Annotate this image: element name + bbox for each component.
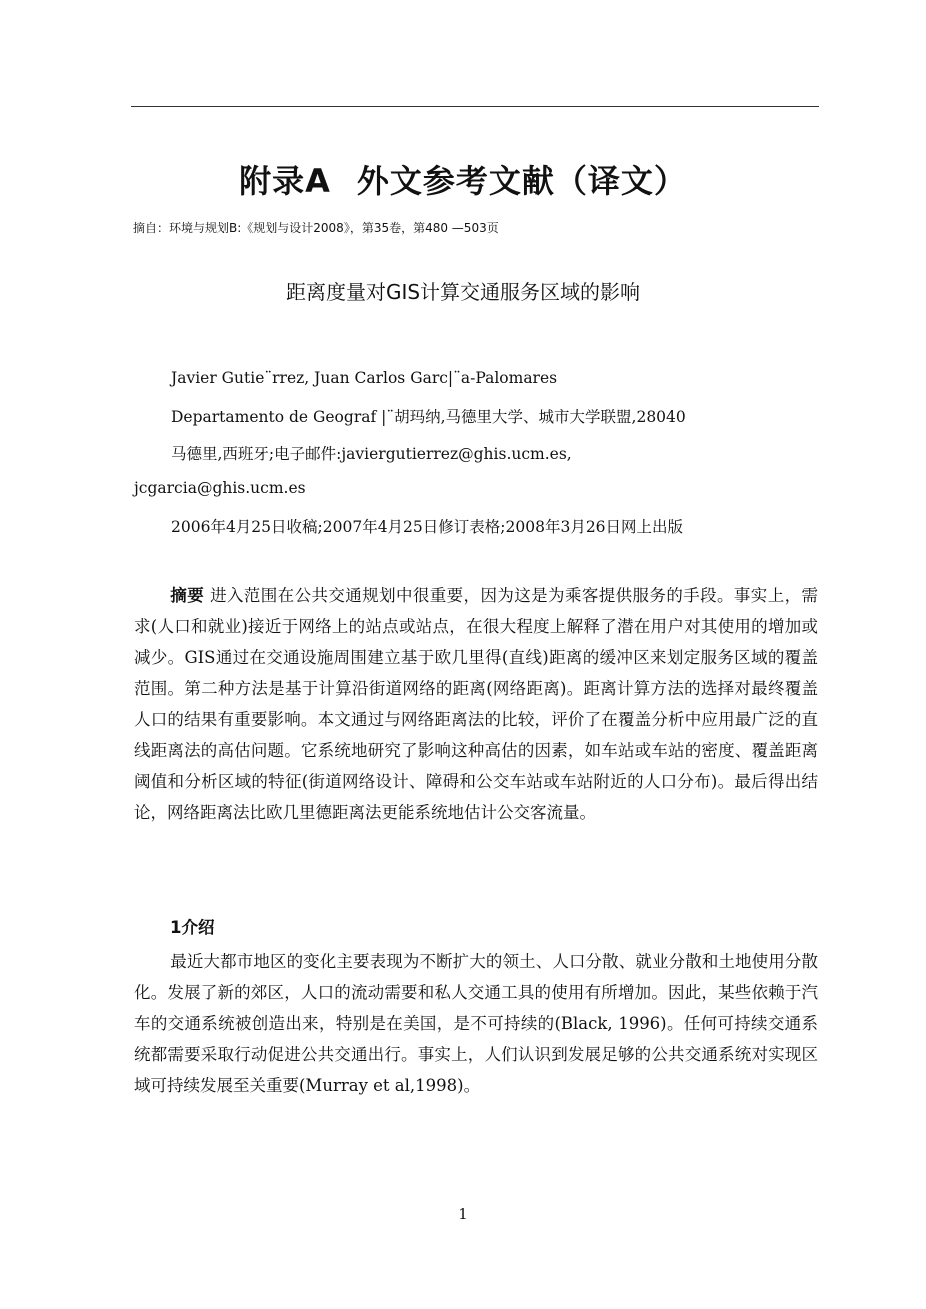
appendix-title-text: 外文参考文献（译文） xyxy=(356,162,687,200)
source-citation: 摘自：环境与规划B:《规划与设计2008》，第35卷，第480 —503页 xyxy=(133,221,499,235)
affiliation-line-3: jcgarcia@ghis.ucm.es xyxy=(134,479,306,497)
appendix-title xyxy=(0,156,926,202)
abstract-label: 摘要 xyxy=(170,586,205,605)
article-title: 距离度量对GIS计算交通服务区域的影响 xyxy=(285,280,641,304)
affiliation-line-1: Departamento de Geograf |¨胡玛纳,马德里大学、城市大学联盟,28040 xyxy=(171,408,686,426)
authors: Javier Gutie¨rrez, Juan Carlos Garc|¨a-Palomares xyxy=(171,369,558,387)
section-heading: 1介绍 xyxy=(170,918,215,937)
intro-paragraph: 最近大都市地区的变化主要表现为不断扩大的领土、人口分散、就业分散和土地使用分散化。发展了新的郊区，人口的流动需要和私人交通工具的使用有所增加。因此，某些依赖于汽车的交通系统被创造出来，特别是在美国，是不可持续的(Black, 1996)。任何可持续交通系统都需要采取行动促进公共交通出行。事实上，人们认识到发展足够的公共交通系统对实现区域可持续发展至关重要(Murray et al,1998)。 xyxy=(134,952,818,1095)
affiliation-line-2: 马德里,西班牙;电子邮件:javiergutierrez@ghis.ucm.es, xyxy=(171,445,572,463)
abstract-text: 进入范围在公共交通规划中很重要，因为这是为乘客提供服务的手段。事实上，需求(人口和就业)接近于网络上的站点或站点，在很大程度上解释了潜在用户对其使用的增加或减少。GIS通过在交通设施周围建立基于欧几里得(直线)距离的缓冲区来划定服务区域的覆盖范围。第二种方法是基于计算沿街道网络的距离(网络距离)。距离计算方法的选择对最终覆盖人口的结果有重要影响。本文通过与网络距离法的比较，评价了在覆盖分析中应用最广泛的直线距离法的高估问题。它系统地研究了影响这种高估的因素，如车站或车站的密度、覆盖距离阈值和分析区域的特征(街道网络设计、障碍和公交车站或车站附近的人口分布)。最后得出结论，网络距离法比欧几里德距离法更能系统地估计公交客流量。 xyxy=(134,586,819,822)
abstract-paragraph xyxy=(134,580,818,828)
submission-dates: 2006年4月25日收稿;2007年4月25日修订表格;2008年3月26日网上出版 xyxy=(171,518,684,536)
header-rule xyxy=(131,106,819,107)
page-number: 1 xyxy=(458,1205,468,1223)
appendix-label: 附录A xyxy=(239,162,331,200)
